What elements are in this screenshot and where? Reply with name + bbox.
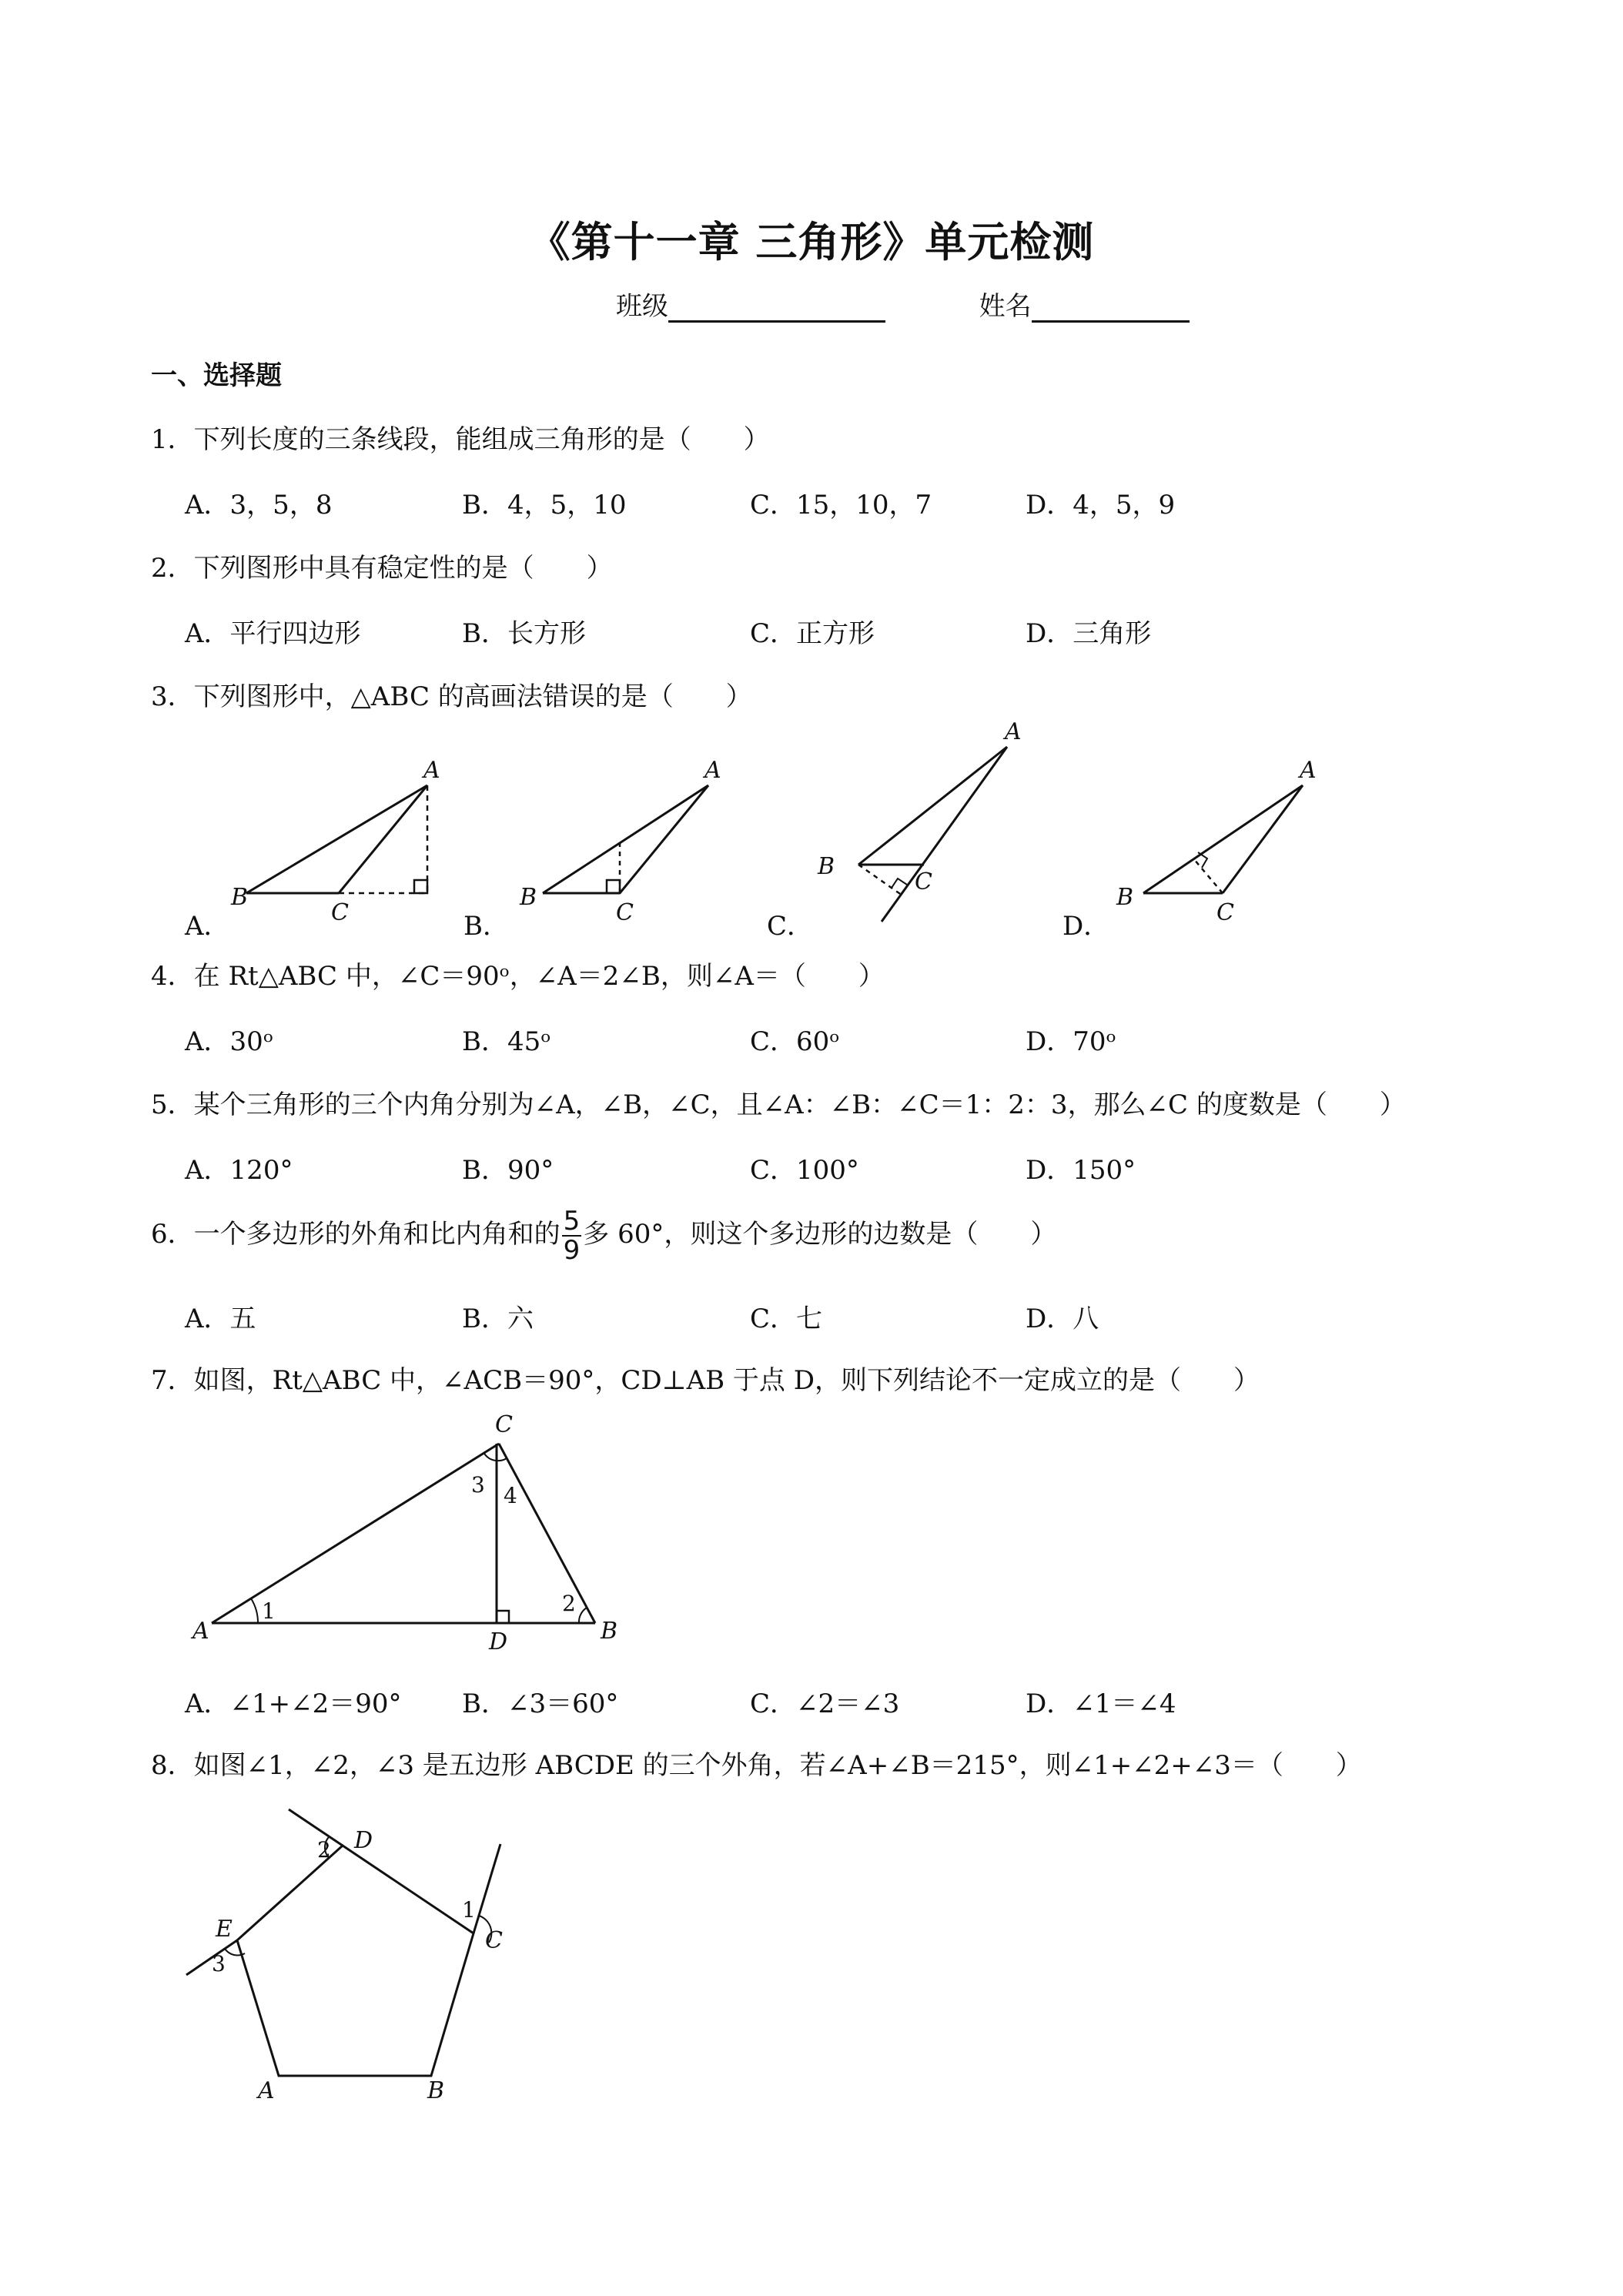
q7-option-b[interactable]: B．∠3＝60° (462, 1689, 619, 1719)
name-blank[interactable] (1032, 293, 1190, 323)
label-C: C (915, 869, 932, 895)
question-4: 4．在 Rt△ABC 中，∠C＝90ᵒ，∠A＝2∠B，则∠A＝（ ） (151, 961, 885, 992)
q2-option-c[interactable]: C．正方形 (750, 618, 875, 649)
label-A: A (1300, 757, 1317, 784)
q7-option-d[interactable]: D．∠1＝∠4 (1026, 1689, 1176, 1719)
q8-figure (177, 1794, 531, 2102)
q4-option-c[interactable]: C．60ᵒ (750, 1026, 840, 1057)
label-C: C (331, 899, 349, 926)
q6-stem-after: 多 60°，则这个多边形的边数是（ ） (583, 1219, 1057, 1250)
label-D: D (354, 1827, 373, 1854)
page-title: 《第十一章 三角形》单元检测 (528, 217, 1095, 266)
q3-figure-d (1101, 751, 1332, 928)
angle-1: 1 (262, 1598, 276, 1624)
label-B: B (601, 1618, 618, 1645)
q7-figure (185, 1409, 647, 1663)
question-3: 3．下列图形中，△ABC 的高画法错误的是（ ） (151, 681, 752, 712)
q1-option-c[interactable]: C．15，10，7 (750, 490, 932, 520)
question-6 (151, 1207, 1056, 1264)
q5-option-b[interactable]: B．90° (462, 1155, 554, 1186)
label-C: C (616, 899, 634, 926)
q2-option-b[interactable]: B．长方形 (462, 618, 586, 649)
q4-option-b[interactable]: B．45ᵒ (462, 1026, 551, 1057)
angle-3: 3 (471, 1472, 485, 1498)
q6-option-d[interactable]: D．八 (1026, 1304, 1099, 1334)
label-A: A (258, 2077, 275, 2104)
question-8: 8．如图∠1，∠2，∠3 是五边形 ABCDE 的三个外角，若∠A+∠B＝215°，则∠1+∠2+∠3＝（ ） (151, 1750, 1362, 1781)
question-5: 5．某个三角形的三个内角分别为∠A，∠B，∠C，且∠A：∠B：∠C＝1：2：3，那么∠C 的度数是（ ） (151, 1089, 1406, 1120)
q1-option-a[interactable]: A．3，5，8 (185, 490, 333, 520)
question-7: 7．如图，Rt△ABC 中，∠ACB＝90°，CD⊥AB 于点 D，则下列结论不一定成立的是（ ） (151, 1365, 1260, 1396)
question-2: 2．下列图形中具有稳定性的是（ ） (151, 553, 613, 584)
q3-option-b[interactable]: B． (463, 911, 509, 942)
q5-option-c[interactable]: C．100° (750, 1155, 859, 1186)
angle-2: 2 (317, 1837, 331, 1863)
label-B: B (818, 853, 835, 880)
angle-1: 1 (462, 1897, 476, 1923)
q5-option-d[interactable]: D．150° (1026, 1155, 1136, 1186)
label-A: A (1005, 718, 1022, 745)
q3-option-a[interactable]: A． (185, 911, 230, 942)
fraction (562, 1207, 582, 1264)
q7-option-a[interactable]: A．∠1+∠2＝90° (185, 1689, 402, 1719)
q6-option-c[interactable]: C．七 (750, 1304, 823, 1334)
q3-option-d[interactable]: D． (1062, 911, 1110, 942)
angle-2: 2 (562, 1591, 576, 1616)
name-label: 姓名 (979, 291, 1032, 322)
q4-option-a[interactable]: A．30ᵒ (185, 1026, 273, 1057)
q4-option-d[interactable]: D．70ᵒ (1026, 1026, 1116, 1057)
label-A: A (423, 757, 440, 784)
angle-4: 4 (504, 1483, 517, 1508)
label-A: A (704, 757, 721, 784)
q5-option-a[interactable]: A．120° (185, 1155, 293, 1186)
label-C: C (485, 1927, 503, 1954)
label-B: B (1116, 884, 1134, 911)
q2-option-d[interactable]: D．三角形 (1026, 618, 1152, 649)
label-A: A (192, 1618, 209, 1645)
q3-figure-c (801, 720, 1032, 928)
section-heading: 一、选择题 (151, 360, 282, 391)
question-1: 1．下列长度的三条线段，能组成三角形的是（ ） (151, 424, 770, 455)
q1-option-b[interactable]: B．4，5，10 (462, 490, 627, 520)
q6-option-a[interactable]: A．五 (185, 1304, 256, 1334)
q1-option-d[interactable]: D．4，5，9 (1026, 490, 1176, 520)
label-E: E (216, 1916, 233, 1943)
q3-option-c[interactable]: C． (767, 911, 814, 942)
label-B: B (520, 884, 537, 911)
q3-figure-a (231, 751, 447, 928)
label-C: C (495, 1411, 513, 1438)
class-label: 班级 (616, 291, 668, 322)
label-B: B (427, 2077, 445, 2104)
label-C: C (1216, 899, 1234, 926)
q6-option-b[interactable]: B．六 (462, 1304, 534, 1334)
q3-figure-b (512, 751, 728, 928)
label-D: D (489, 1628, 508, 1655)
fraction-numerator: 5 (563, 1206, 581, 1237)
class-blank[interactable] (668, 293, 885, 323)
q7-option-c[interactable]: C．∠2＝∠3 (750, 1689, 900, 1719)
q6-stem-before: 6．一个多边形的外角和比内角和的 (151, 1219, 561, 1250)
label-B: B (231, 884, 249, 911)
fraction-denominator: 9 (563, 1235, 581, 1266)
angle-3: 3 (212, 1951, 226, 1976)
q2-option-a[interactable]: A．平行四边形 (185, 618, 361, 649)
class-name-line (616, 285, 1190, 323)
